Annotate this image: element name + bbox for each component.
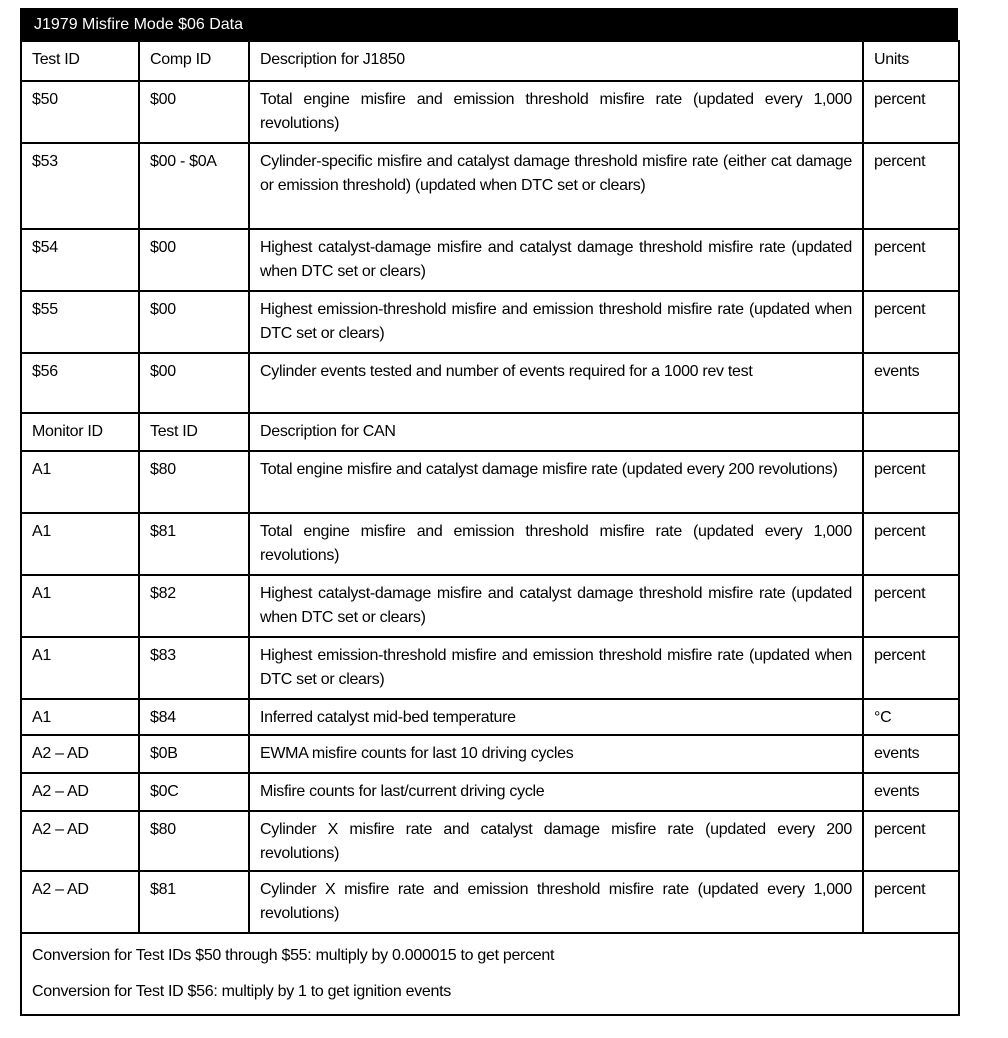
description-cell: Highest emission-threshold misfire and emission threshold misfire rate (updated when DTC set or clears) — [249, 291, 863, 353]
description-cell: Misfire counts for last/current driving cycle — [249, 773, 863, 811]
id-cell: Monitor ID — [21, 413, 139, 451]
sub-id-cell: $0B — [139, 735, 249, 773]
table-row — [21, 699, 959, 735]
header-row-j1850 — [21, 41, 959, 81]
description-cell: Highest catalyst-damage misfire and catalyst damage threshold misfire rate (updated when DTC set or clears) — [249, 575, 863, 637]
description-cell: Highest emission-threshold misfire and emission threshold misfire rate (updated when DTC set or clears) — [249, 637, 863, 699]
footnotes-cell — [21, 933, 959, 1015]
units-cell: percent — [863, 81, 959, 143]
id-cell: $54 — [21, 229, 139, 291]
sub-id-cell: Test ID — [139, 413, 249, 451]
id-cell: A1 — [21, 575, 139, 637]
id-cell: A1 — [21, 513, 139, 575]
table-row — [21, 513, 959, 575]
id-cell: $55 — [21, 291, 139, 353]
table-title: J1979 Misfire Mode $06 Data — [20, 8, 958, 40]
id-cell: A1 — [21, 451, 139, 513]
table-row — [21, 81, 959, 143]
description-cell: Cylinder X misfire rate and emission threshold misfire rate (updated every 1,000 revolutions) — [249, 871, 863, 933]
units-cell: events — [863, 353, 959, 413]
footnote: Conversion for Test ID $56: multiply by 1 to get ignition events — [32, 983, 451, 1000]
misfire-data-table — [20, 8, 958, 1016]
units-cell: Units — [863, 41, 959, 81]
id-cell: A2 – AD — [21, 871, 139, 933]
table-row — [21, 871, 959, 933]
description-cell: Inferred catalyst mid-bed temperature — [249, 699, 863, 735]
id-cell: A2 – AD — [21, 811, 139, 871]
sub-id-cell: $00 — [139, 81, 249, 143]
table-row — [21, 735, 959, 773]
units-cell — [863, 413, 959, 451]
table-row — [21, 773, 959, 811]
footnote: Conversion for Test IDs $50 through $55: multiply by 0.000015 to get percent — [32, 947, 555, 964]
id-cell: A2 – AD — [21, 773, 139, 811]
id-cell: $53 — [21, 143, 139, 229]
sub-id-cell: $84 — [139, 699, 249, 735]
units-cell: °C — [863, 699, 959, 735]
id-cell: A1 — [21, 699, 139, 735]
sub-id-cell: $80 — [139, 811, 249, 871]
units-cell: percent — [863, 451, 959, 513]
description-cell: Cylinder X misfire rate and catalyst damage misfire rate (updated every 200 revolutions) — [249, 811, 863, 871]
description-cell: Description for J1850 — [249, 41, 863, 81]
id-cell: A1 — [21, 637, 139, 699]
table-row — [21, 143, 959, 229]
table-row — [21, 637, 959, 699]
sub-id-cell: $83 — [139, 637, 249, 699]
sub-id-cell: $81 — [139, 871, 249, 933]
description-cell: Highest catalyst-damage misfire and catalyst damage threshold misfire rate (updated when DTC set or clears) — [249, 229, 863, 291]
header-row-can — [21, 413, 959, 451]
sub-id-cell: $00 - $0A — [139, 143, 249, 229]
table-row — [21, 229, 959, 291]
units-cell: percent — [863, 811, 959, 871]
sub-id-cell: $80 — [139, 451, 249, 513]
sub-id-cell: $82 — [139, 575, 249, 637]
units-cell: percent — [863, 143, 959, 229]
description-cell: Cylinder events tested and number of events required for a 1000 rev test — [249, 353, 863, 413]
footnote-row — [21, 933, 959, 1015]
description-cell: Total engine misfire and emission threshold misfire rate (updated every 1,000 revolutions) — [249, 81, 863, 143]
units-cell: percent — [863, 513, 959, 575]
id-cell: A2 – AD — [21, 735, 139, 773]
id-cell: $50 — [21, 81, 139, 143]
description-cell: Description for CAN — [249, 413, 863, 451]
units-cell: events — [863, 773, 959, 811]
sub-id-cell: $00 — [139, 291, 249, 353]
table-row — [21, 291, 959, 353]
table-row — [21, 451, 959, 513]
id-cell: Test ID — [21, 41, 139, 81]
id-cell: $56 — [21, 353, 139, 413]
table-row — [21, 353, 959, 413]
description-cell: Total engine misfire and emission threshold misfire rate (updated every 1,000 revolutions) — [249, 513, 863, 575]
units-cell: percent — [863, 229, 959, 291]
units-cell: events — [863, 735, 959, 773]
units-cell: percent — [863, 871, 959, 933]
sub-id-cell: Comp ID — [139, 41, 249, 81]
units-cell: percent — [863, 637, 959, 699]
sub-id-cell: $00 — [139, 229, 249, 291]
units-cell: percent — [863, 291, 959, 353]
description-cell: EWMA misfire counts for last 10 driving cycles — [249, 735, 863, 773]
description-cell: Total engine misfire and catalyst damage misfire rate (updated every 200 revolutions) — [249, 451, 863, 513]
table-row — [21, 575, 959, 637]
units-cell: percent — [863, 575, 959, 637]
sub-id-cell: $00 — [139, 353, 249, 413]
table-row — [21, 811, 959, 871]
sub-id-cell: $0C — [139, 773, 249, 811]
sub-id-cell: $81 — [139, 513, 249, 575]
description-cell: Cylinder-specific misfire and catalyst damage threshold misfire rate (either cat damage or emission threshold) (updated when DTC set or clears) — [249, 143, 863, 229]
